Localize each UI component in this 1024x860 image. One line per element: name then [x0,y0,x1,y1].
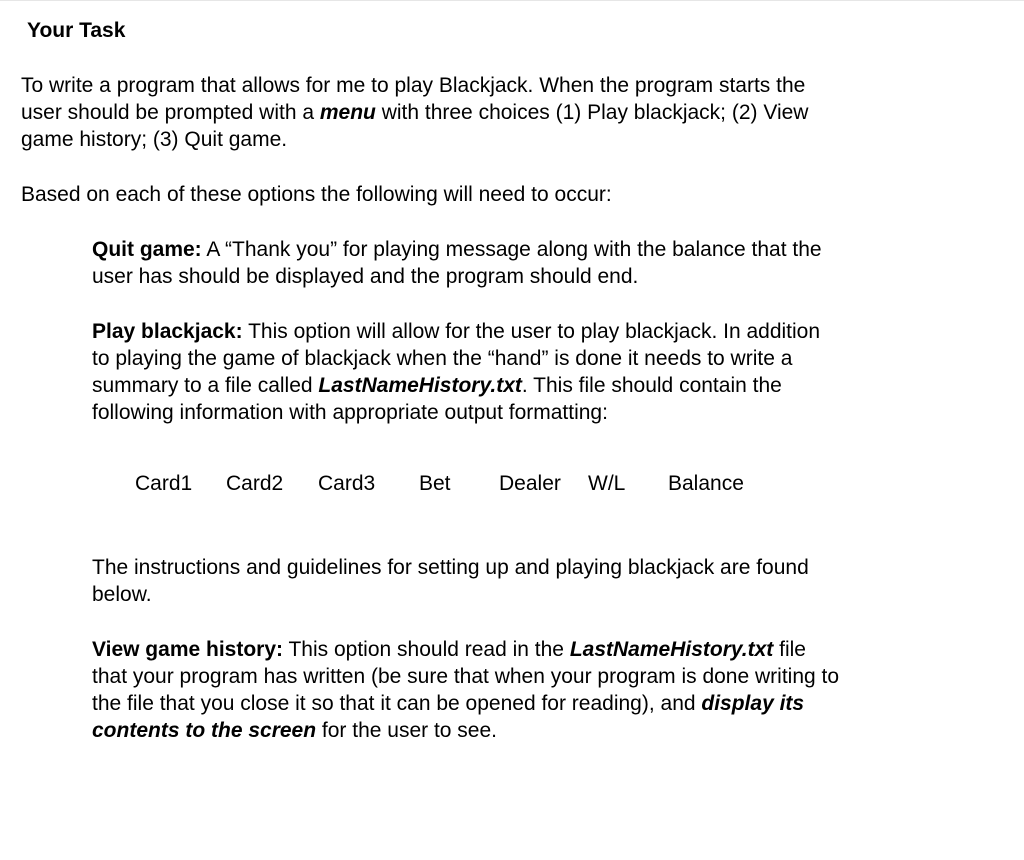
view-history-label: View game history: [92,638,284,661]
play-text: summary to a file called [92,374,319,397]
view-text: file [773,638,806,661]
display-emphasis: display its [701,692,805,715]
quit-text: A “Thank you” for playing message along with the balance that the [201,238,822,261]
column-wl: W/L [588,472,626,495]
intro-line-1: To write a program that allows for me to play Blackjack. When the program starts the [21,74,806,97]
column-dealer: Dealer [499,472,561,495]
page-title: Your Task [27,19,126,42]
display-emphasis: contents to the screen [92,719,317,742]
play-line-2: to playing the game of blackjack when the “hand” is done it needs to write a [92,347,793,370]
menu-emphasis: menu [319,101,376,124]
play-blackjack-label: Play blackjack: [92,320,243,343]
intro-text: user should be prompted with a [21,101,320,124]
intro-line-3: game history; (3) Quit game. [21,128,288,151]
view-line-2: that your program has written (be sure that when your program is done writing to [92,665,840,688]
options-lead-in: Based on each of these options the following will need to occur: [21,183,612,206]
quit-line-2: user has should be displayed and the program should end. [92,265,639,288]
view-text: This option should read in the [283,638,570,661]
play-text: . This file should contain the [521,374,782,397]
column-card1: Card1 [135,472,193,495]
play-blackjack-paragraph [92,318,992,426]
column-card2: Card2 [226,472,284,495]
history-filename: LastNameHistory.txt [569,638,774,661]
column-card3: Card3 [318,472,376,495]
play-text: This option will allow for the user to play blackjack. In addition [242,320,821,343]
view-line-3 [92,690,992,717]
column-bet: Bet [419,472,451,495]
view-line-1 [92,636,992,663]
instructions-line-1: The instructions and guidelines for setting up and playing blackjack are found [92,556,809,579]
view-line-4 [92,717,992,744]
view-text: for the user to see. [316,719,497,742]
view-history-paragraph [92,636,992,744]
quit-game-paragraph [92,236,992,290]
history-filename: LastNameHistory.txt [318,374,522,397]
instructions-paragraph [92,554,992,608]
history-columns-row [0,470,1024,498]
column-balance: Balance [668,472,744,495]
quit-game-label: Quit game: [92,238,202,261]
play-line-4: following information with appropriate output formatting: [92,401,608,424]
top-divider [0,0,1024,1]
intro-text: with three choices (1) Play blackjack; (2) View [375,101,809,124]
intro-line-2 [21,99,981,126]
instructions-line-2: below. [92,583,152,606]
intro-paragraph [21,72,981,153]
quit-line-1 [92,236,992,263]
play-line-1 [92,318,992,345]
play-line-3 [92,372,992,399]
view-text: the file that you close it so that it can be opened for reading), and [92,692,702,715]
